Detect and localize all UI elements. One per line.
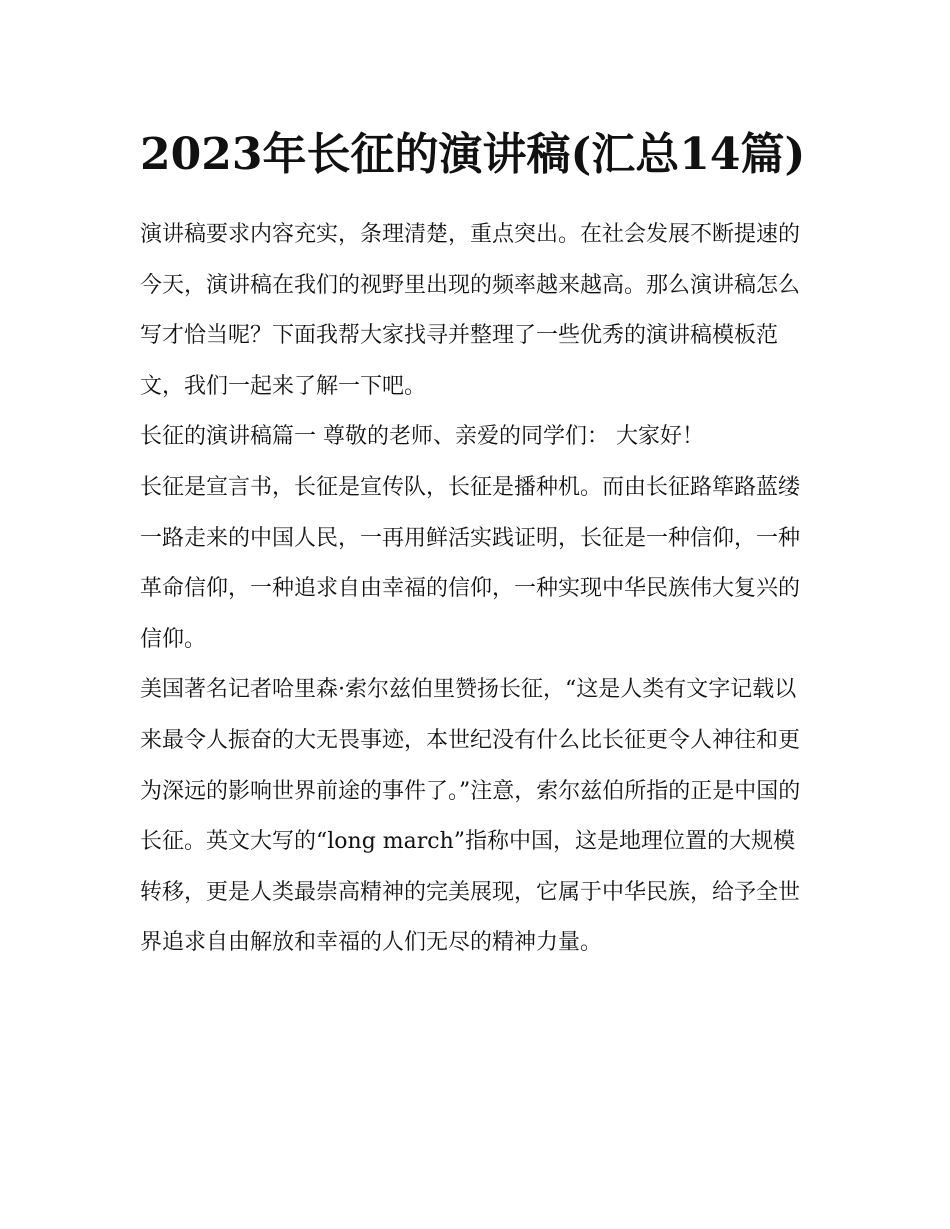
quote-paragraph: 美国著名记者哈里森·索尔兹伯里赞扬长征，“这是人类有文字记载以来最令人振奋的大无畏事迹，本世纪没有什么比长征更令人神往和更为深远的影响世界前途的事件了。”注意，索尔兹伯所指的正是中国的长征。英文大写的“long march”指称中国，这是地理位置的大规模转移，更是人类最崇高精神的完美展现，它属于中华民族，给予全世界追求自由解放和幸福的人们无尽的精神力量。 — [140, 677, 801, 956]
greeting-paragraph: 长征的演讲稿篇一 尊敬的老师、亲爱的同学们： 大家好！ — [140, 424, 704, 450]
document-page — [140, 118, 812, 969]
body-paragraph: 长征是宣言书，长征是宣传队，长征是播种机。而由长征路筚路蓝缕一路走来的中国人民，一再用鲜活实践证明，长征是一种信仰，一种革命信仰，一种追求自由幸福的信仰，一种实现中华民族伟大复兴的信仰。 — [140, 474, 801, 652]
intro-paragraph: 演讲稿要求内容充实，条理清楚，重点突出。在社会发展不断提速的今天，演讲稿在我们的视野里出现的频率越来越高。那么演讲稿怎么写才恰当呢？下面我帮大家找寻并整理了一些优秀的演讲稿模板范文，我们一起来了解一下吧。 — [140, 222, 801, 399]
document-title: 2023年长征的演讲稿(汇总14篇) — [140, 129, 806, 180]
